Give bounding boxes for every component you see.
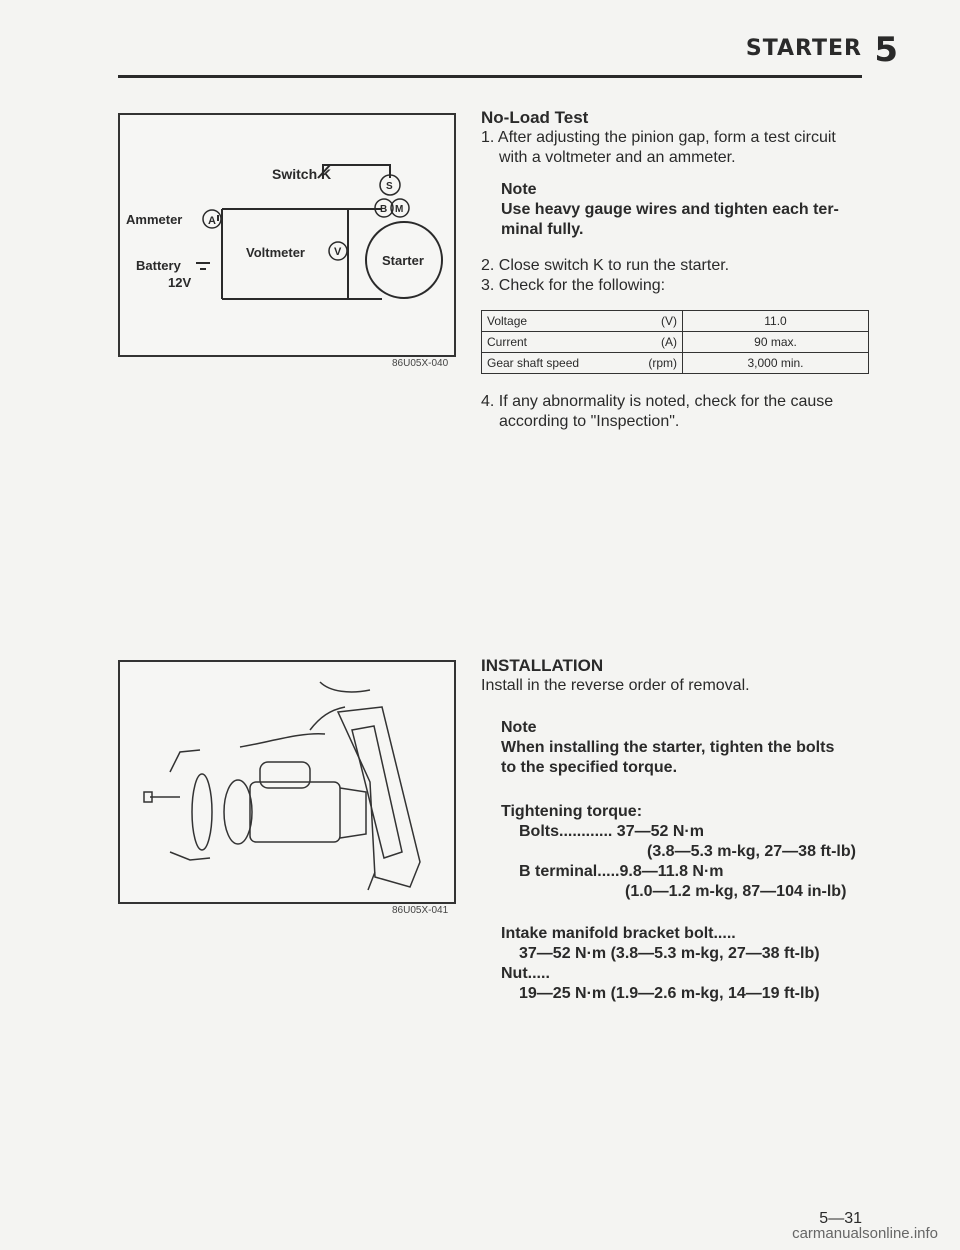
step4-block (481, 392, 881, 432)
installation-illustration (120, 662, 454, 902)
step3: 3. Check for the following: (481, 277, 666, 294)
starter-label: Starter (382, 253, 424, 268)
install-note-label: Note (501, 719, 537, 736)
table-cell-unit: (V) (632, 311, 683, 332)
section-number: 5 (874, 30, 898, 70)
step1-line2: with a voltmeter and an ammeter. (499, 149, 736, 166)
figure1-code: 86U05X-040 (392, 358, 449, 369)
table-row (482, 353, 869, 374)
figure2-code: 86U05X-041 (392, 905, 449, 916)
table-cell-value: 90 max. (683, 332, 869, 353)
circuit-diagram (120, 115, 454, 355)
bolts-torque: Bolts............ 37—52 N·m (519, 823, 704, 840)
terminal-s-label: S (386, 181, 393, 192)
step1-line1: 1. After adjusting the pinion gap, form a test circuit (481, 129, 836, 146)
install-note-block (481, 718, 901, 778)
table-cell-unit: (rpm) (632, 353, 683, 374)
b-terminal-torque-alt: (1.0—1.2 m-kg, 87—104 in-lb) (625, 883, 847, 900)
note-line1: Use heavy gauge wires and tighten each ter- (501, 201, 839, 218)
table-cell-label: Voltage (482, 311, 633, 332)
bolts-torque-alt: (3.8—5.3 m-kg, 27—38 ft-lb) (647, 843, 856, 860)
header-rule (118, 75, 862, 78)
intake-block (481, 924, 901, 1004)
switch-label: Switch K (272, 166, 332, 182)
section-title: STARTER (745, 36, 862, 61)
no-load-section (481, 108, 881, 296)
table-row (482, 311, 869, 332)
step2: 2. Close switch K to run the starter. (481, 257, 730, 274)
ammeter-label: Ammeter (126, 212, 183, 227)
note-label: Note (501, 181, 537, 198)
ammeter-symbol: A (208, 215, 216, 227)
intake-bolt-torque: 37—52 N·m (3.8—5.3 m-kg, 27—38 ft-lb) (519, 945, 820, 962)
note-block (481, 180, 881, 240)
installation-text: Install in the reverse order of removal. (481, 677, 750, 694)
table-row (482, 332, 869, 353)
terminal-m-label: M (395, 204, 404, 215)
install-note-line1: When installing the starter, tighten the bolts (501, 739, 835, 756)
installation-heading: INSTALLATION (481, 656, 604, 675)
page-number: 5—31 (819, 1210, 862, 1227)
table-cell-unit: (A) (632, 332, 683, 353)
nut-torque: 19—25 N·m (1.9—2.6 m-kg, 14—19 ft-lb) (519, 985, 820, 1002)
table-cell-value: 3,000 min. (683, 353, 869, 374)
spec-table-wrap (481, 310, 869, 374)
nut-label: Nut..... (501, 965, 550, 982)
installation-figure (118, 660, 456, 904)
voltmeter-symbol: V (334, 246, 342, 258)
table-cell-label: Current (482, 332, 633, 353)
step4-line2: according to "Inspection". (499, 413, 680, 430)
torque-label: Tightening torque: (501, 803, 643, 820)
voltmeter-label: Voltmeter (246, 245, 305, 260)
table-cell-value: 11.0 (683, 311, 869, 332)
intake-bolt-label: Intake manifold bracket bolt..... (501, 925, 736, 942)
table-cell-label: Gear shaft speed (482, 353, 633, 374)
install-note-line2: to the specified torque. (501, 759, 678, 776)
spec-table (481, 310, 869, 374)
installation-section (481, 656, 901, 1004)
b-terminal-torque: B terminal.....9.8—11.8 N·m (519, 863, 724, 880)
terminal-b-label: B (380, 204, 388, 215)
battery-label: Battery (136, 258, 181, 273)
circuit-diagram-figure (118, 113, 456, 357)
battery-voltage-label: 12V (168, 275, 192, 290)
step4-line1: 4. If any abnormality is noted, check for the cause (481, 393, 834, 410)
note-line2: minal fully. (501, 221, 584, 238)
no-load-heading: No-Load Test (481, 108, 589, 127)
watermark: carmanualsonline.info (792, 1225, 938, 1242)
torque-block (481, 802, 901, 902)
